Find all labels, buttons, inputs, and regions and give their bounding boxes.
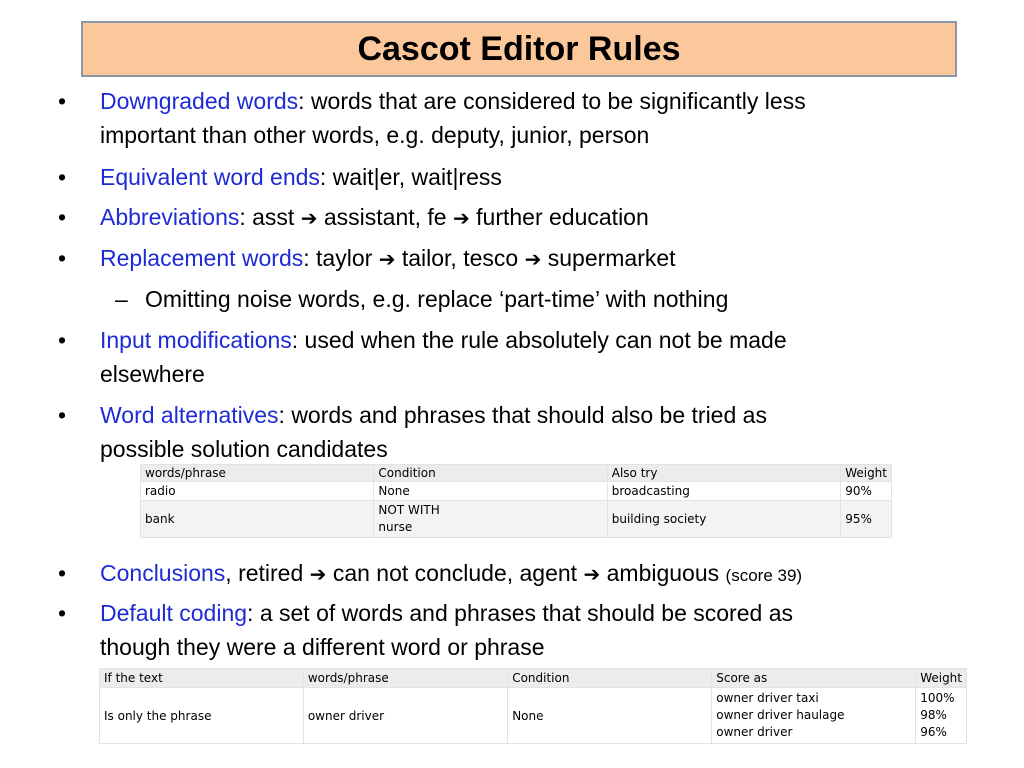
score-as-line: owner driver xyxy=(716,725,793,739)
table-cell: broadcasting xyxy=(607,482,840,501)
bullet-dot: • xyxy=(58,245,67,271)
slide-title: Cascot Editor Rules xyxy=(357,29,681,68)
score-as-line: owner driver haulage xyxy=(716,708,845,722)
term: Equivalent word ends xyxy=(100,164,320,190)
term: Replacement words xyxy=(100,245,304,271)
default-coding-table xyxy=(99,668,967,744)
text: : asst xyxy=(239,204,301,230)
weight-line: 98% xyxy=(920,708,947,722)
table-cell: None xyxy=(374,482,607,501)
table-cell: bank xyxy=(141,501,374,538)
bullet-dot: • xyxy=(58,164,67,190)
text: tailor, tesco xyxy=(395,245,525,271)
sub-bullet-noise-words xyxy=(115,282,729,316)
column-header: words/phrase xyxy=(303,669,507,688)
table-row xyxy=(100,688,967,744)
table-header-row xyxy=(141,465,892,482)
bullet-abbreviations xyxy=(58,200,649,235)
table-header-row xyxy=(100,669,967,688)
text: elsewhere xyxy=(100,361,205,387)
bullet-conclusions xyxy=(58,556,803,593)
arrow-icon: ➔ xyxy=(378,247,396,271)
text: : used when the rule absolutely can not be made xyxy=(291,327,787,353)
bullet-dot: • xyxy=(58,327,67,353)
text: though they were a different word or phrase xyxy=(100,634,545,660)
bullet-dot: • xyxy=(58,600,67,626)
term: Input modifications xyxy=(100,327,292,353)
table-row xyxy=(141,482,892,501)
text: important than other words, e.g. deputy, junior, person xyxy=(100,122,650,148)
arrow-icon: ➔ xyxy=(583,562,601,586)
term: Abbreviations xyxy=(100,204,240,230)
table-cell xyxy=(916,688,967,744)
column-header: Also try xyxy=(607,465,840,482)
text: can not conclude, agent xyxy=(326,560,584,586)
bullet-replacement-words xyxy=(58,241,676,276)
column-header: Condition xyxy=(508,669,712,688)
table-cell: owner driver xyxy=(303,688,507,744)
table-cell: None xyxy=(508,688,712,744)
column-header: Score as xyxy=(712,669,916,688)
table-cell xyxy=(712,688,916,744)
condition-line: nurse xyxy=(378,520,413,534)
bullet-default-coding xyxy=(58,596,1000,664)
text: : a set of words and phrases that should be scored as xyxy=(247,600,793,626)
bullet-dot: • xyxy=(58,88,67,114)
text: assistant, fe xyxy=(317,204,453,230)
text: : wait|er, wait|ress xyxy=(319,164,502,190)
text: : words and phrases that should also be tried as xyxy=(278,402,767,428)
table-cell: radio xyxy=(141,482,374,501)
bullet-downgraded-words xyxy=(58,84,1000,152)
table-cell: 90% xyxy=(841,482,892,501)
text: , retired xyxy=(225,560,310,586)
sub-bullet-dash: – xyxy=(115,286,128,312)
column-header: Weight xyxy=(916,669,967,688)
table-cell: building society xyxy=(607,501,840,538)
column-header: words/phrase xyxy=(141,465,374,482)
weight-line: 96% xyxy=(920,725,947,739)
arrow-icon: ➔ xyxy=(300,206,318,230)
bullet-word-alternatives xyxy=(58,398,1000,466)
text: supermarket xyxy=(541,245,676,271)
text: Omitting noise words, e.g. replace ‘part-time’ with nothing xyxy=(145,286,729,312)
bullet-dot: • xyxy=(58,402,67,428)
column-header: Condition xyxy=(374,465,607,482)
weight-line: 100% xyxy=(920,691,955,705)
term: Conclusions xyxy=(100,560,226,586)
term: Word alternatives xyxy=(100,402,279,428)
table-cell: 95% xyxy=(841,501,892,538)
text: : taylor xyxy=(303,245,379,271)
bullet-dot: • xyxy=(58,560,67,586)
arrow-icon: ➔ xyxy=(309,562,327,586)
text: : words that are considered to be significantly less xyxy=(298,88,806,114)
score-as-line: owner driver taxi xyxy=(716,691,819,705)
column-header: Weight xyxy=(841,465,892,482)
title-box xyxy=(81,21,957,77)
column-header: If the text xyxy=(100,669,304,688)
score-note: (score 39) xyxy=(725,566,803,585)
arrow-icon: ➔ xyxy=(453,206,470,230)
term: Downgraded words xyxy=(100,88,299,114)
bullet-input-modifications xyxy=(58,323,1000,391)
text: further education xyxy=(469,204,649,230)
text: possible solution candidates xyxy=(100,436,388,462)
bullet-dot: • xyxy=(58,204,67,230)
term: Default coding xyxy=(100,600,248,626)
table-cell xyxy=(374,501,607,538)
table-row xyxy=(141,501,892,538)
text: ambiguous xyxy=(600,560,726,586)
bullet-equivalent-word-ends xyxy=(58,160,502,194)
condition-line: NOT WITH xyxy=(378,503,440,517)
word-alternatives-table xyxy=(140,464,892,538)
table-cell: Is only the phrase xyxy=(100,688,304,744)
arrow-icon: ➔ xyxy=(524,247,542,271)
